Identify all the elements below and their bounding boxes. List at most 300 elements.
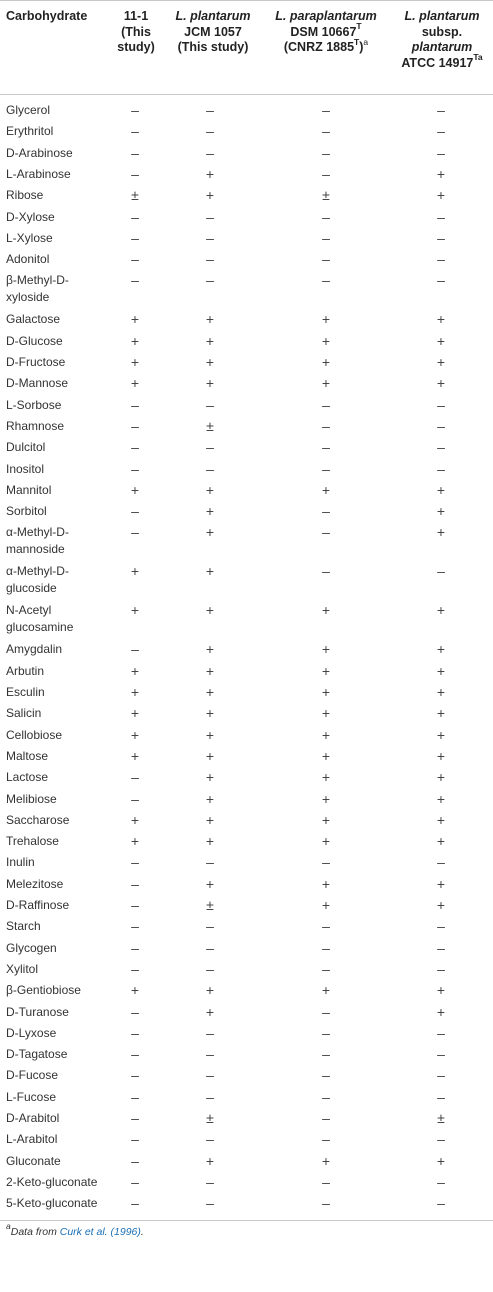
row-result-cell: – [206,918,214,935]
row-result-cell: + [321,375,331,392]
row-result-cell: + [205,563,215,580]
table-row [0,415,493,436]
row-result-cell: + [436,375,446,392]
row-result-cell: – [131,1173,139,1190]
row-carbohydrate-name: L-Xylose [6,230,53,245]
row-result-cell: + [436,662,446,679]
row-result-cell: – [322,460,330,477]
row-result-cell: – [131,854,139,871]
table-row [0,702,493,723]
row-result-cell: + [130,354,140,370]
row-carbohydrate-name: L-Sorbose [6,397,62,412]
row-result-cell: + [205,503,215,520]
header-l-paraplantarum: L. paraplantarum DSM $10667^T$ (CNRZ $1885^T)^a$ [275,9,377,54]
row-result-cell: + [205,982,215,999]
footnote-mark: a [6,1221,11,1231]
row-result-cell: – [322,939,330,956]
row-result-cell: – [437,1131,445,1148]
row-result-cell: + [130,833,140,850]
row-result-cell: – [131,897,139,913]
row-carbohydrate-name: D-Glucose [6,333,63,348]
row-result-cell: – [322,563,330,580]
row-result-cell: + [436,187,446,204]
row-result-cell: + [321,790,331,807]
row-result-cell: – [322,1088,330,1105]
row-result-cell: – [437,1067,445,1084]
row-carbohydrate-name: Glycerol [6,103,51,117]
row-result-cell: – [437,417,445,434]
row-result-cell: – [322,123,330,140]
row-result-cell: + [205,1003,215,1020]
row-result-cell: – [322,417,330,434]
table-row [0,436,493,457]
row-carbohydrate-name: Melibiose [6,791,57,806]
row-result-cell: – [437,918,445,935]
table-header [0,0,493,95]
row-result-cell: + [436,332,446,349]
table-row [0,394,493,415]
row-result-cell: + [130,332,140,349]
row-result-cell: – [322,524,330,541]
row-result-cell: – [437,1195,445,1212]
row-result-cell: – [131,524,139,541]
row-carbohydrate-name: α-Methyl-D-glucoside [6,564,69,596]
row-result-cell: + [436,833,446,850]
row-carbohydrate-name: Amygdalin [6,642,63,657]
table-row [0,724,493,745]
row-result-cell: + [321,684,331,700]
table-row [0,660,493,681]
table-row [0,308,493,329]
row-result-cell: – [131,1088,139,1105]
row-result-cell: + [130,811,140,828]
row-result-cell: – [437,208,445,225]
row-carbohydrate-name: Ribose [6,188,44,203]
footnote-text: Data from [10,1225,60,1238]
row-result-cell: ± [206,1110,214,1126]
row-result-cell: – [437,563,445,580]
row-result-cell: – [437,123,445,140]
row-result-cell: + [130,311,140,328]
table-row [0,351,493,372]
row-carbohydrate-name: L-Arabitol [6,1132,58,1147]
row-result-cell: – [131,1152,139,1169]
table-row [0,1171,493,1192]
header-l-plantarum-jcm: L. plantarum JCM 1057 (This study) [175,9,251,54]
row-result-cell: – [322,854,330,871]
row-result-cell: – [322,251,330,268]
row-result-cell: + [205,833,215,850]
table-row [0,851,493,872]
row-result-cell: + [436,311,446,328]
row-result-cell: – [437,272,445,289]
row-result-cell: – [206,939,214,956]
row-result-cell: + [321,1152,331,1169]
row-result-cell: – [322,1046,330,1063]
row-result-cell: + [436,726,446,743]
table-row [0,372,493,393]
row-result-cell: + [436,165,446,182]
row-result-cell: – [206,1173,214,1190]
table-row [0,206,493,227]
row-carbohydrate-name: Starch [6,919,41,934]
row-result-cell: ± [437,1110,445,1126]
row-result-cell: – [322,503,330,520]
row-result-cell: – [131,1067,139,1084]
table-row [0,248,493,269]
row-result-cell: + [205,602,215,619]
row-result-cell: – [322,102,330,118]
row-carbohydrate-name: Melezitose [6,876,64,891]
row-carbohydrate-name: Inositol [6,461,45,476]
row-carbohydrate-name: Salicin [6,706,42,721]
footnote-citation-link[interactable]: Curk et al. (1996) [59,1225,141,1238]
row-result-cell: + [321,332,331,349]
row-result-cell: – [437,1046,445,1063]
row-result-cell: – [206,123,214,140]
row-result-cell: – [322,1195,330,1212]
row-carbohydrate-name: L-Fucose [6,1089,57,1104]
row-result-cell: + [205,790,215,807]
table-row [0,99,493,120]
row-result-cell: + [205,311,215,328]
row-carbohydrate-name: D-Turanose [6,1004,69,1019]
table-row [0,1107,493,1128]
row-result-cell: + [321,875,331,892]
row-result-cell: + [436,1152,446,1169]
table-row [0,873,493,894]
row-result-cell: – [322,1003,330,1020]
row-carbohydrate-name: Arbutin [6,663,45,678]
table-row [0,184,493,205]
row-result-cell: – [206,1024,214,1041]
row-result-cell: – [131,102,139,118]
row-carbohydrate-name: Erythritol [6,124,54,139]
table-row [0,979,493,1000]
row-result-cell: – [131,417,139,434]
row-carbohydrate-name: D-Lyxose [6,1025,57,1040]
row-result-cell: – [206,208,214,225]
table-row [0,1128,493,1149]
row-result-cell: + [436,641,446,658]
row-result-cell: + [321,641,331,658]
row-result-cell: + [205,354,215,370]
row-result-cell: – [131,229,139,246]
row-result-cell: – [437,1024,445,1041]
row-result-cell: – [206,102,214,118]
row-result-cell: – [131,1195,139,1212]
row-result-cell: – [206,439,214,456]
row-result-cell: – [131,790,139,807]
row-result-cell: – [322,229,330,246]
row-result-cell: – [131,769,139,786]
row-result-cell: + [130,684,140,700]
row-result-cell: + [205,662,215,679]
row-result-cell: – [131,1046,139,1063]
row-result-cell: + [436,705,446,722]
row-result-cell: + [436,684,446,700]
row-result-cell: + [205,811,215,828]
table-row [0,638,493,659]
row-result-cell: – [437,144,445,161]
table-row [0,521,493,560]
row-result-cell: + [321,662,331,679]
row-carbohydrate-name: L-Arabinose [6,166,71,181]
table-row [0,788,493,809]
row-result-cell: – [437,854,445,871]
row-result-cell: – [437,251,445,268]
row-result-cell: + [321,726,331,743]
row-result-cell: + [321,705,331,722]
row-result-cell: + [321,897,331,913]
row-result-cell: – [206,1088,214,1105]
row-result-cell: – [437,960,445,977]
row-result-cell: + [436,982,446,999]
row-result-cell: + [436,602,446,619]
row-carbohydrate-name: Glycogen [6,940,57,955]
row-result-cell: – [131,1003,139,1020]
row-result-cell: – [437,396,445,413]
row-result-cell: – [131,1024,139,1041]
row-carbohydrate-name: D-Mannose [6,376,69,391]
row-carbohydrate-name: Sorbitol [6,504,47,519]
row-result-cell: – [322,144,330,161]
table-row [0,163,493,184]
row-carbohydrate-name: D-Raffinose [6,898,70,912]
row-result-cell: – [322,960,330,977]
row-result-cell: + [436,503,446,520]
table-row [0,1086,493,1107]
row-result-cell: – [437,102,445,118]
row-result-cell: + [130,481,140,498]
row-result-cell: – [131,875,139,892]
row-result-cell: + [205,165,215,182]
row-carbohydrate-name: Mannitol [6,482,52,497]
row-result-cell: – [437,439,445,456]
row-result-cell: + [321,602,331,619]
row-result-cell: – [322,1110,330,1126]
row-carbohydrate-name: D-Fructose [6,355,66,369]
row-result-cell: + [205,187,215,204]
row-result-cell: – [322,439,330,456]
table-row [0,142,493,163]
row-result-cell: ± [206,417,214,434]
row-carbohydrate-name: Trehalose [6,834,59,849]
table-row [0,809,493,830]
table-row [0,830,493,851]
row-result-cell: – [437,1173,445,1190]
row-result-cell: + [436,747,446,764]
row-result-cell: – [322,918,330,935]
row-result-cell: + [321,769,331,786]
row-result-cell: – [322,1067,330,1084]
row-result-cell: – [131,1131,139,1148]
table-row [0,269,493,308]
row-carbohydrate-name: Inulin [6,855,35,870]
row-result-cell: + [321,811,331,828]
row-result-cell: – [206,396,214,413]
table-row [0,227,493,248]
row-result-cell: + [205,726,215,743]
table-row [0,479,493,500]
row-result-cell: + [130,662,140,679]
row-carbohydrate-name: Xylitol [6,961,39,976]
row-result-cell: + [130,982,140,999]
row-result-cell: + [436,875,446,892]
row-result-cell: + [436,1003,446,1020]
row-carbohydrate-name: D-Fucose [6,1068,59,1083]
row-result-cell: + [205,332,215,349]
row-result-cell: – [131,503,139,520]
row-result-cell: – [131,960,139,977]
row-result-cell: ± [206,897,214,913]
row-result-cell: – [131,939,139,956]
row-result-cell: – [437,229,445,246]
row-result-cell: – [437,460,445,477]
table-row [0,500,493,521]
row-result-cell: + [436,811,446,828]
row-result-cell: – [206,144,214,161]
row-result-cell: – [131,439,139,456]
header-strain-11-1: 11-1 (This study) [117,9,155,54]
row-result-cell: – [206,272,214,289]
table-row [0,915,493,936]
row-carbohydrate-name: β-Methyl-D-xyloside [6,273,69,305]
row-result-cell: + [205,375,215,392]
table-row [0,745,493,766]
row-result-cell: – [206,960,214,977]
row-result-cell: + [436,354,446,370]
row-carbohydrate-name: D-Arabitol [6,1111,60,1125]
row-result-cell: + [205,769,215,786]
row-result-cell: – [131,460,139,477]
row-result-cell: + [436,790,446,807]
row-carbohydrate-name: Galactose [6,312,61,327]
row-result-cell: – [206,460,214,477]
row-result-cell: – [131,208,139,225]
row-carbohydrate-name: D-Xylose [6,209,55,224]
row-result-cell: + [321,833,331,850]
row-result-cell: – [206,1046,214,1063]
table-row [0,766,493,787]
row-result-cell: + [321,747,331,764]
row-carbohydrate-name: N-Acetyl glucosamine [6,603,74,635]
row-result-cell: ± [322,187,330,204]
row-result-cell: + [205,684,215,700]
row-result-cell: + [205,705,215,722]
row-result-cell: + [205,747,215,764]
row-carbohydrate-name: 2-Keto-gluconate [6,1174,98,1189]
row-result-cell: – [206,1195,214,1212]
row-result-cell: + [130,747,140,764]
row-result-cell: – [322,165,330,182]
row-result-cell: + [130,726,140,743]
row-result-cell: – [131,123,139,140]
table-row [0,1150,493,1171]
row-carbohydrate-name: Gluconate [6,1153,61,1168]
row-result-cell: – [131,918,139,935]
row-result-cell: + [321,311,331,328]
row-result-cell: + [205,481,215,498]
row-result-cell: + [436,481,446,498]
table-row [0,1001,493,1022]
table-row [0,681,493,702]
row-result-cell: – [322,272,330,289]
row-result-cell: – [131,165,139,182]
row-result-cell: + [321,982,331,999]
row-result-cell: – [322,208,330,225]
row-result-cell: – [322,1131,330,1148]
row-result-cell: – [131,272,139,289]
row-carbohydrate-name: β-Gentiobiose [6,983,81,998]
row-result-cell: + [321,354,331,370]
row-result-cell: – [437,939,445,956]
row-result-cell: + [205,875,215,892]
row-result-cell: + [130,705,140,722]
table-row [0,1064,493,1085]
row-carbohydrate-name: Esculin [6,685,45,699]
row-result-cell: – [206,251,214,268]
row-carbohydrate-name: D-Tagatose [6,1047,68,1062]
row-result-cell: + [130,375,140,392]
header-l-plantarum-atcc: L. plantarum subsp. plantarum ATCC $14917^{Ta}$ [401,9,483,70]
row-result-cell: + [205,524,215,541]
row-carbohydrate-name: Adonitol [6,252,50,267]
row-carbohydrate-name: D-Arabinose [6,145,73,160]
row-result-cell: – [437,1088,445,1105]
row-result-cell: + [130,602,140,619]
table-row [0,599,493,638]
row-result-cell: + [205,641,215,658]
row-result-cell: + [436,524,446,541]
row-result-cell: + [321,481,331,498]
row-carbohydrate-name: α-Methyl-D-mannoside [6,525,69,557]
table-row [0,937,493,958]
footnote-end: . [140,1225,144,1238]
row-result-cell: ± [131,187,139,204]
row-result-cell: – [322,1024,330,1041]
row-result-cell: + [436,897,446,913]
table-row [0,458,493,479]
row-result-cell: – [131,144,139,161]
table-row [0,1192,493,1213]
row-carbohydrate-name: 5-Keto-gluconate [6,1196,98,1211]
table-row [0,560,493,599]
row-carbohydrate-name: Cellobiose [6,727,63,742]
row-carbohydrate-name: Dulcitol [6,440,46,455]
row-result-cell: + [436,769,446,786]
table-row [0,330,493,351]
table-row [0,958,493,979]
table-bottom-rule [0,1220,493,1221]
row-carbohydrate-name: Rhamnose [6,418,65,433]
row-carbohydrate-name: Lactose [6,770,49,785]
row-result-cell: – [322,396,330,413]
row-result-cell: – [206,854,214,871]
row-carbohydrate-name: Maltose [6,748,49,763]
row-result-cell: – [131,1110,139,1126]
row-result-cell: – [206,229,214,246]
table-row [0,120,493,141]
row-result-cell: – [131,251,139,268]
table-row [0,1043,493,1064]
row-carbohydrate-name: Saccharose [6,812,70,827]
row-result-cell: – [131,396,139,413]
row-result-cell: – [131,641,139,658]
row-result-cell: + [205,1152,215,1169]
table-row [0,1022,493,1043]
table-footnote [6,1221,144,1238]
